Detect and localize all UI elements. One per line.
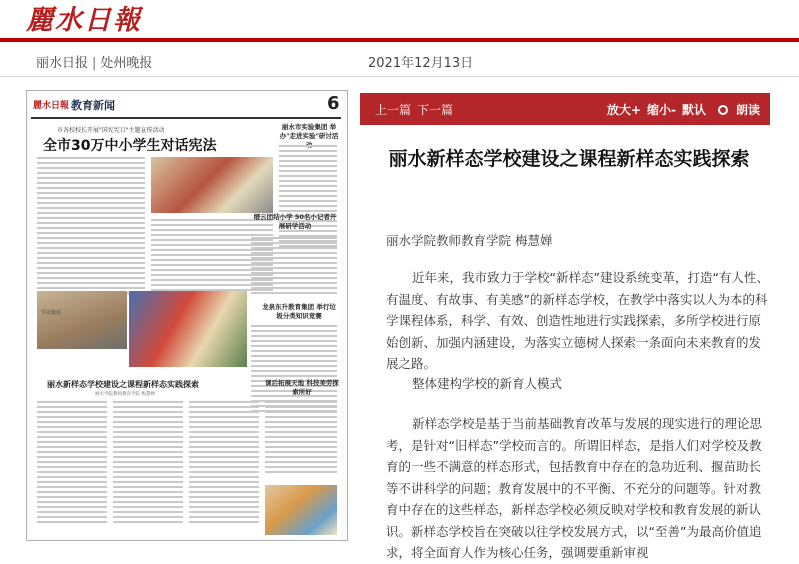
text-size-controls — [601, 101, 760, 118]
thumbnail-photo-students — [151, 157, 273, 213]
prev-article-button[interactable]: 上一篇 — [375, 103, 412, 117]
thumbnail-logo: 麗水日報 — [33, 101, 70, 111]
link-separator: | — [92, 56, 97, 71]
article-title: 丽水新样态学校建设之课程新样态实践探索 — [388, 148, 750, 170]
thumbnail-header — [31, 95, 341, 117]
thumbnail-headline[interactable]: 全市30万中小学生对话宪法 — [43, 138, 217, 154]
default-size-button[interactable]: 默认 — [681, 103, 706, 117]
thumbnail-photo-class — [37, 291, 127, 349]
thumbnail-side-title[interactable]: 课后拓展天地 科技美劳探索所好 — [265, 379, 339, 396]
article-toolbar — [360, 93, 770, 125]
article-subheading: 整体建构学校的新育人模式 — [412, 376, 563, 391]
thumbnail-text-column — [265, 401, 337, 476]
header-divider — [0, 76, 799, 77]
thumbnail-article-author: 丽水学院教师教育学院 梅慧婵 — [95, 392, 155, 397]
thumbnail-text-column — [279, 145, 337, 250]
newspaper-logo[interactable]: 麗水日報 — [26, 5, 142, 36]
thumbnail-text-column — [189, 401, 259, 526]
thumbnail-text-column — [113, 401, 183, 526]
next-article-button[interactable]: 下一篇 — [417, 103, 454, 117]
issue-date: 2021年12月13日 — [368, 56, 474, 71]
read-aloud-button[interactable] — [712, 103, 760, 117]
thumbnail-photo-activity — [129, 291, 247, 367]
thumbnail-text-column — [37, 157, 145, 297]
sub-navigation-bar — [0, 42, 799, 76]
thumbnail-side-title[interactable]: 缙云团结小学 50名小记者开展研学活动 — [253, 213, 337, 230]
thumbnail-page-number: 6 — [327, 93, 340, 114]
paper-links — [36, 52, 152, 71]
thumbnail-caption: 学以致用 — [41, 310, 62, 316]
thumbnail-text-column — [251, 237, 337, 297]
article-paragraph: 近年来，我市致力于学校“新样态”建设系统变革，打造“有人性、有温度、有故事、有美感”的新样态学校，在教学中落实以人为本的科学课程体系，科学、有效、创造性地进行实践探索，多所学校进行原始创新、加强内涵建设，为落实立德树人探索一条面向未来教育的发展之路。 — [386, 270, 769, 371]
newspaper-page-thumbnail[interactable] — [26, 90, 348, 541]
thumbnail-section-name: 教育新闻 — [71, 99, 115, 112]
link-chuzhou-evening[interactable]: 处州晚报 — [100, 56, 153, 71]
thumbnail-rule — [31, 117, 341, 119]
article-paragraph: 新样态学校是基于当前基础教育改革与发展的现实进行的理论思考，是针对“旧样态”学校而言的。所谓旧样态，是指人们对学校及教育的一些不满意的样态形式，包括教育中存在的急功近利、揠苗助长等不讲科学的问题；教育发展中的不平衡、不充分的问题等。针对教育中存在的这些样态，新样态学校必须反映对学校和教育发展的新认识。新样态学校旨在突破以往学校发展方式，以“至善”为最高价值追求，将全面育人作为核心任务，强调要重新审视 — [386, 416, 763, 560]
read-aloud-label: 朗读 — [735, 103, 760, 117]
zoom-out-button[interactable]: 缩小- — [646, 103, 676, 117]
thumbnail-side-title[interactable]: 龙泉东升教育集团 举行垃圾分类知识竞赛 — [262, 303, 336, 320]
thumbnail-kicker: 市各校校长开展"国宪宪日"主题宣传活动 — [57, 127, 165, 134]
masthead — [0, 0, 799, 38]
zoom-in-button[interactable]: 放大+ — [606, 103, 641, 117]
link-lishui-daily[interactable]: 丽水日报 — [36, 56, 89, 71]
thumbnail-page — [31, 95, 341, 540]
speaker-icon — [718, 105, 728, 115]
thumbnail-side-title[interactable]: 丽水市实验集团 举办"走进实验"研讨活 — [279, 123, 339, 140]
article-author: 丽水学院教师教育学院 梅慧婵 — [386, 233, 553, 248]
thumbnail-text-column — [37, 401, 107, 526]
thumbnail-photo-children — [265, 485, 337, 535]
article-navigation — [375, 101, 459, 118]
thumbnail-article-title[interactable]: 丽水新样态学校建设之课程新样态实践探索 — [47, 380, 199, 389]
